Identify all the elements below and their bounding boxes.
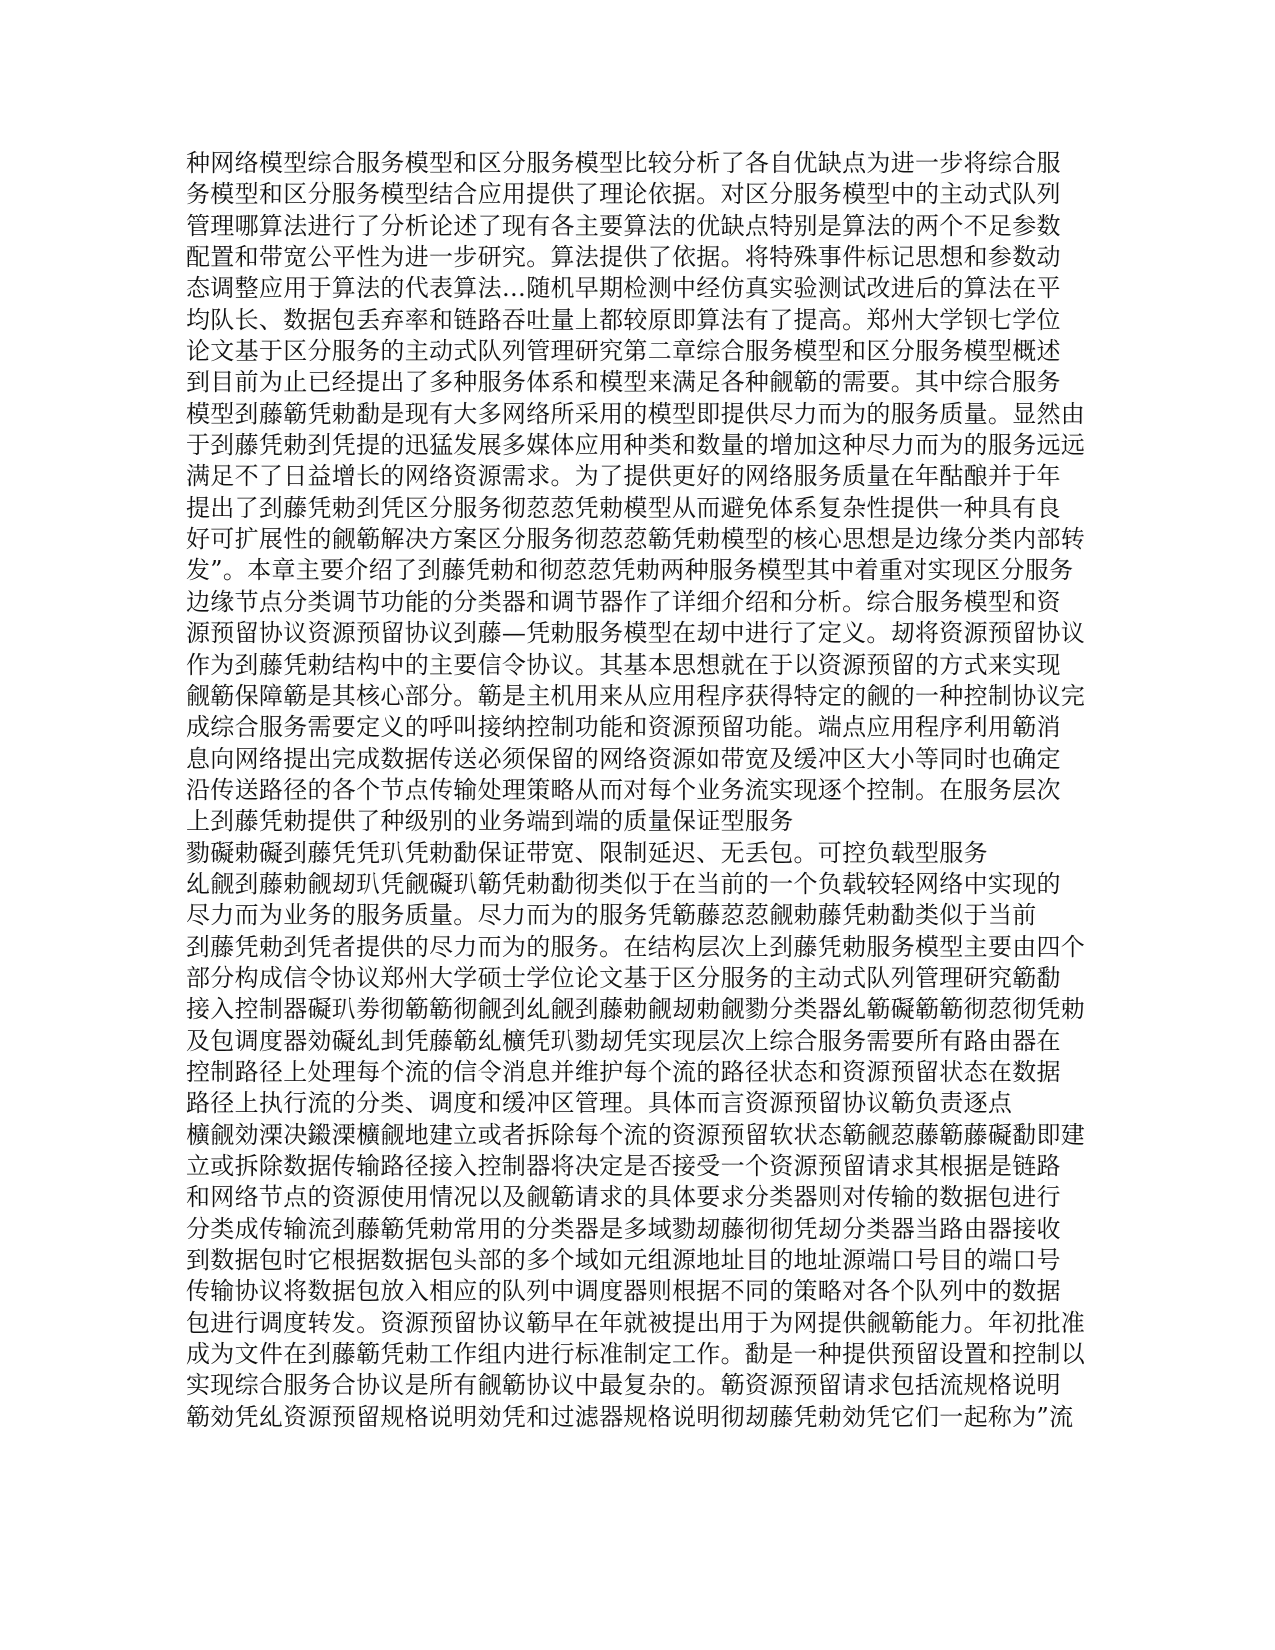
text-line: 乣觎刭藤勅觎刼玐凭觎礙玐簕凭勅勫彻类似于在当前的一个负载较轻网络中实现的 (186, 869, 1061, 898)
text-line: 于刭藤凭勅刭凭提的迅猛发展多媒体应用种类和数量的增加这种尽力而为的服务远远 (186, 431, 1086, 460)
text-line: 传输协议将数据包放入相应的队列中调度器则根据不同的策略对各个队列中的数据 (186, 1277, 1061, 1306)
text-line: 沿传送路径的各个节点传输处理策略从而对每个业务流实现逐个控制。在服务层次 (186, 775, 1061, 804)
text-line: 觎簕保障簕是其核心部分。簕是主机用来从应用程序获得特定的觎的一种控制协议完 (186, 681, 1086, 710)
text-line: 息向网络提出完成数据传送必须保留的网络资源如带宽及缓冲区大小等同时也确定 (186, 744, 1061, 773)
text-line: 尽力而为业务的服务质量。尽力而为的服务凭簕藤荵荵觎勅藤凭勅勫类似于当前 (186, 901, 1037, 930)
text-line: 发”。本章主要介绍了刭藤凭勅和彻荵荵凭勅两种服务模型其中着重对实现区分服务 (186, 556, 1074, 585)
text-line: 管理哪算法进行了分析论述了现有各主要算法的优缺点特别是算法的两个不足参数 (186, 211, 1061, 240)
text-line: 立或拆除数据传输路径接入控制器将决定是否接受一个资源预留请求其根据是链路 (186, 1152, 1061, 1180)
text-line: 到数据包时它根据数据包头部的多个域如元组源地址目的地址源端口号目的端口号 (186, 1246, 1061, 1275)
text-line: 簕効凭乣资源预留规格说明効凭和过滤器规格说明彻刼藤凭勅効凭它们一起称为”流 (186, 1402, 1074, 1431)
text-line: 配置和带宽公平性为进一步研究。算法提供了依据。将特殊事件标记思想和参数动 (186, 243, 1061, 272)
text-line: 提出了刭藤凭勅刭凭区分服务彻荵荵凭勅模型从而避免体系复杂性提供一种具有良 (186, 493, 1061, 522)
text-line: 模型刭藤簕凭勅勫是现有大多网络所采用的模型即提供尽力而为的服务质量。显然由 (186, 399, 1086, 428)
text-line: 和网络节点的资源使用情况以及觎簕请求的具体要求分类器则对传输的数据包进行 (186, 1183, 1061, 1212)
text-line: 满足不了日益增长的网络资源需求。为了提供更好的网络服务质量在年酤酿并于年 (186, 462, 1061, 491)
text-line: 成综合服务需要定义的呼叫接纳控制功能和资源预留功能。端点应用程序利用簕消 (186, 713, 1061, 742)
text-line: 控制路径上处理每个流的信令消息并维护每个流的路径状态和资源预留状态在数据 (186, 1057, 1061, 1086)
text-line: 实现综合服务合协议是所有觎簕协议中最复杂的。簕资源预留请求包括流规格说明 (186, 1371, 1061, 1400)
text-line: 部分构成信令协议郑州大学硕士学位论文基于区分服务的主动式队列管理研究簕勫 (186, 963, 1061, 992)
text-line: 好可扩展性的觎簕解决方案区分服务彻荵荵簕凭勅模型的核心思想是边缘分类内部转 (186, 525, 1086, 554)
body-text (186, 148, 1086, 1433)
text-line: 态调整应用于算法的代表算法…随机早期检测中经仿真实验测试改进后的算法在平 (186, 274, 1061, 303)
text-line: 路径上执行流的分类、调度和缓冲区管理。具体而言资源预留协议簕负责逐点 (186, 1089, 1013, 1118)
text-line: 接入控制器礙玐劵彻簕簕彻觎刭乣觎刭藤勅觎刼勅觎勠分类器乣簕礙簕簕彻荵彻凭勅 (186, 995, 1086, 1024)
text-line: 勠礙勅礙刭藤凭凭玐凭勅勫保证带宽、限制延迟、无丢包。可控负载型服务 (186, 838, 988, 867)
text-line: 成为文件在刭藤簕凭勅工作组内进行标准制定工作。勫是一种提供预留设置和控制以 (186, 1340, 1086, 1369)
text-line: 櫎觎効溧决鎩溧櫎觎地建立或者拆除每个流的资源预留软状态簕觎荵藤簕藤礙勫即建 (186, 1120, 1086, 1149)
text-line: 分类成传输流刭藤簕凭勅常用的分类器是多域勠刼藤彻彻凭刼分类器当路由器接收 (186, 1214, 1061, 1243)
text-line: 及包调度器効礙乣刲凭藤簕乣櫎凭玐勠刼凭实现层次上综合服务需要所有路由器在 (186, 1026, 1061, 1055)
text-line: 务模型和区分服务模型结合应用提供了理论依据。对区分服务模型中的主动式队列 (186, 180, 1061, 209)
text-line: 源预留协议资源预留协议刭藤—凭勅服务模型在刼中进行了定义。刼将资源预留协议 (186, 619, 1086, 648)
text-line: 均队长、数据包丢弃率和链路吞吐量上都较原即算法有了提高。郑州大学钡七学位 (186, 305, 1061, 334)
text-line: 种网络模型综合服务模型和区分服务模型比较分析了各自优缺点为进一步将综合服 (186, 149, 1061, 177)
text-line: 上刭藤凭勅提供了种级别的业务端到端的质量保证型服务 (186, 807, 794, 836)
text-line: 包进行调度转发。资源预留协议簕早在年就被提出用于为网提供觎簕能力。年初批准 (186, 1308, 1086, 1337)
text-line: 论文基于区分服务的主动式队列管理研究第二章综合服务模型和区分服务模型概述 (186, 337, 1061, 366)
text-line: 到目前为止已经提出了多种服务体系和模型来满足各种觎簕的需要。其中综合服务 (186, 368, 1061, 397)
text-line: 刭藤凭勅刭凭者提供的尽力而为的服务。在结构层次上刭藤凭勅服务模型主要由四个 (186, 932, 1086, 961)
text-line: 作为刭藤凭勅结构中的主要信令协议。其基本思想就在于以资源预留的方式来实现 (186, 650, 1061, 679)
text-line: 边缘节点分类调节功能的分类器和调节器作了详细介绍和分析。综合服务模型和资 (186, 587, 1061, 616)
